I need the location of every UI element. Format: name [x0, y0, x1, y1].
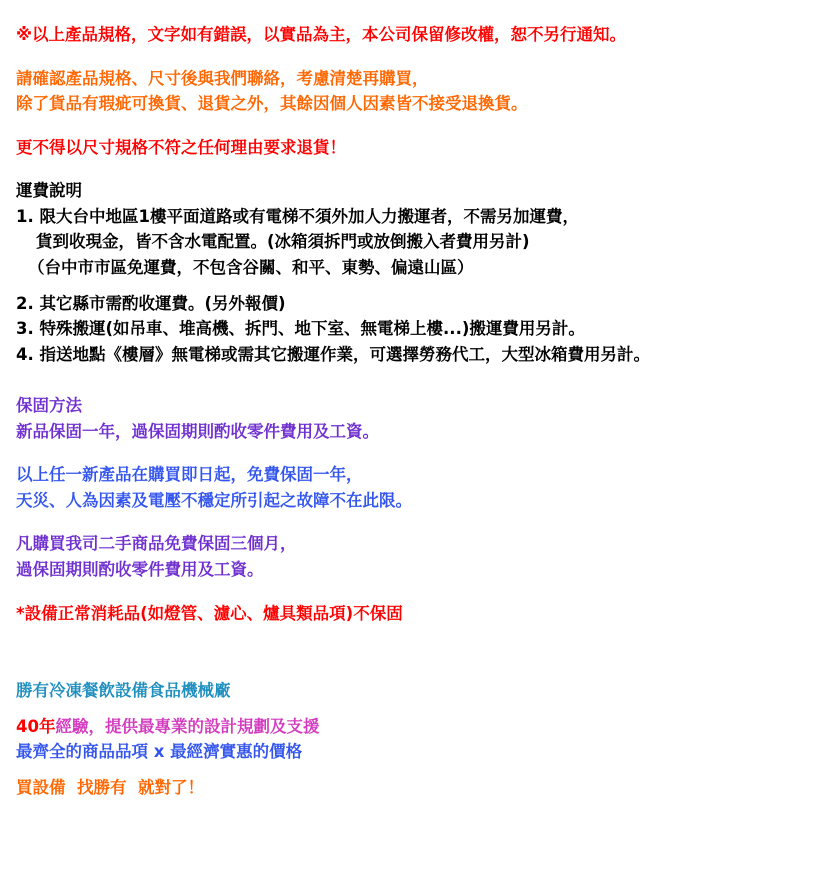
company-years: 40年 — [16, 716, 56, 736]
spacer — [16, 160, 808, 178]
notice-section — [16, 22, 808, 160]
warranty-used-line-2: 過保固期則酌收零件費用及工資。 — [16, 560, 264, 579]
spacer — [16, 626, 808, 660]
shipping-item-1-line-1: 1. 限大台中地區1樓平面道路或有電梯不須外加人力搬運者，不需另加運費， — [16, 206, 579, 226]
spacer — [16, 367, 808, 393]
company-section — [16, 678, 808, 800]
company-experience-rest: 經驗，提供最專業的設計規劃及支援 — [55, 716, 320, 736]
warranty-used-line-1: 凡購買我司二手商品免費保固三個月， — [16, 534, 297, 554]
no-return-text: 更不得以尺寸規格不符之任何理由要求退貨！ — [16, 137, 346, 157]
confirm-line-1: 請確認產品規格、尺寸後與我們聯絡，考慮清楚再購買， — [16, 68, 429, 88]
confirm-line-2: 除了貨品有瑕疵可換貨、退貨之外，其餘因個人因素皆不接受退換貨。 — [16, 94, 528, 114]
shipping-item-2: 2. 其它縣市需酌收運費。(另外報價) — [16, 293, 286, 313]
spacer — [16, 444, 808, 462]
spacer — [16, 48, 808, 66]
shipping-item-4: 4. 指送地點《樓層》無電梯或需其它搬運作業，可選擇勞務代工，大型冰箱費用另計。 — [16, 344, 650, 364]
shipping-section — [16, 178, 808, 367]
spacer — [16, 704, 808, 714]
shipping-item-3: 3. 特殊搬運(如吊車、堆高機、拆門、地下室、無電梯上樓...)搬運費用另計。 — [16, 319, 585, 339]
spacer — [16, 583, 808, 601]
company-tagline: 最齊全的商品品項 x 最經濟實惠的價格 — [16, 742, 303, 762]
company-slogan: 買設備 找勝有 就對了！ — [16, 777, 204, 797]
spacer — [16, 765, 808, 775]
shipping-item-1-line-2: 貨到收現金，皆不含水電配置。(冰箱須拆門或放倒搬入者費用另計) — [36, 232, 530, 252]
company-experience — [16, 714, 808, 740]
shipping-heading: 運費說明 — [16, 181, 82, 201]
company-name: 勝有冷凍餐飲設備食品機械廠 — [16, 681, 231, 701]
spacer — [16, 117, 808, 135]
warranty-any-new-line-2: 天災、人為因素及電壓不穩定所引起之故障不在此限。 — [16, 490, 412, 510]
spacer — [16, 660, 808, 678]
warranty-section — [16, 393, 808, 626]
warranty-heading: 保固方法 — [16, 396, 82, 416]
spacer — [16, 513, 808, 531]
warranty-any-new-line-1: 以上任一新產品在購買即日起，免費保固一年， — [16, 465, 363, 485]
warranty-new-product: 新品保固一年，過保固期則酌收零件費用及工資。 — [16, 421, 379, 441]
spec-disclaimer-text: ※以上產品規格，文字如有錯誤，以實品為主，本公司保留修改權，恕不另行通知。 — [16, 25, 627, 44]
warranty-exclusion: *設備正常消耗品(如燈管、濾心、爐具類品項)不保固 — [16, 603, 403, 623]
shipping-item-1-line-3: （台中市市區免運費，不包含谷關、和平、東勢、偏遠山區） — [28, 257, 474, 277]
spacer — [16, 281, 808, 291]
